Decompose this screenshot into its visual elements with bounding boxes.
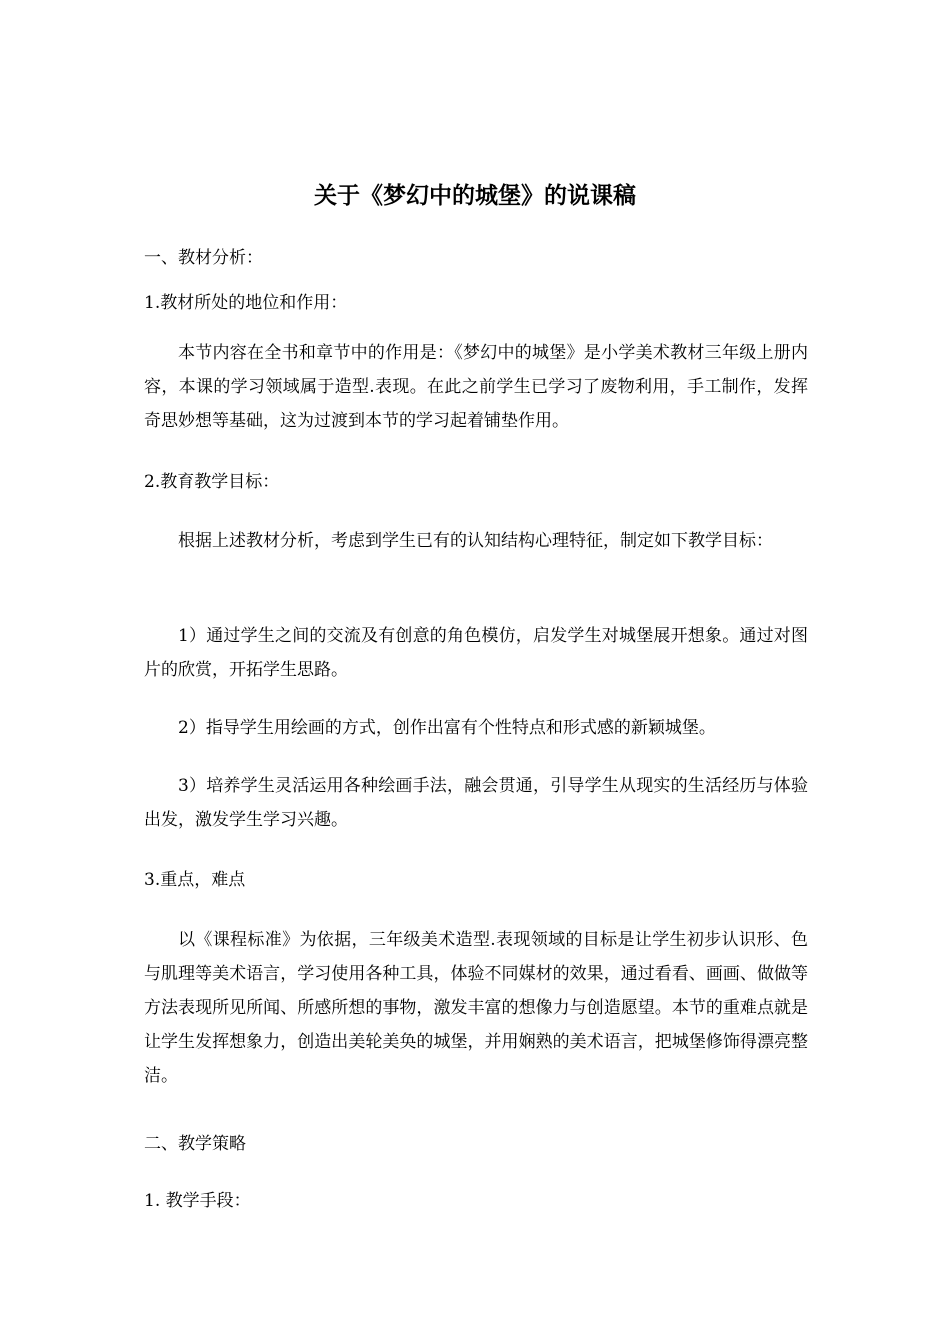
paragraph-key-points: 以《课程标准》为依据，三年级美术造型.表现领域的目标是让学生初步认识形、色与肌理等美术语言，学习使用各种工具，体验不同媒材的效果，通过看看、画画、做做等方法表现所见所闻、所感所想的事物，激发丰富的想像力与创造愿望。本节的重难点就是让学生发挥想象力，创造出美轮美奂的城堡，并用娴熟的美术语言，把城堡修饰得漂亮整洁。 — [144, 930, 808, 1086]
paragraph-goal-1: 1）通过学生之间的交流及有创意的角色模仿，启发学生对城堡展开想象。通过对图片的欣赏，开拓学生思路。 — [144, 626, 808, 680]
section-heading-teaching-material-analysis: 一、教材分析： — [144, 248, 263, 268]
subheading-key-points: 3.重点，难点 — [144, 870, 246, 890]
subheading-teaching-goals: 2.教育教学目标： — [144, 472, 280, 492]
document-title: 关于《梦幻中的城堡》的说课稿 — [314, 182, 636, 209]
subheading-teaching-means: 1. 教学手段： — [144, 1191, 251, 1211]
paragraph-goal-3: 3）培养学生灵活运用各种绘画手法，融会贯通，引导学生从现实的生活经历与体验出发，激发学生学习兴趣。 — [144, 776, 808, 830]
paragraph-position-and-role: 本节内容在全书和章节中的作用是：《梦幻中的城堡》是小学美术教材三年级上册内容，本课的学习领域属于造型.表现。在此之前学生已学习了废物利用，手工制作，发挥奇思妙想等基础，这为过渡到本节的学习起着铺垫作用。 — [144, 343, 808, 431]
paragraph-teaching-goals-intro: 根据上述教材分析，考虑到学生已有的认知结构心理特征，制定如下教学目标： — [178, 531, 773, 551]
section-heading-teaching-strategy: 二、教学策略 — [144, 1134, 246, 1154]
paragraph-goal-2: 2）指导学生用绘画的方式，创作出富有个性特点和形式感的新颖城堡。 — [178, 718, 716, 738]
subheading-position-and-role: 1.教材所处的地位和作用： — [144, 293, 348, 313]
